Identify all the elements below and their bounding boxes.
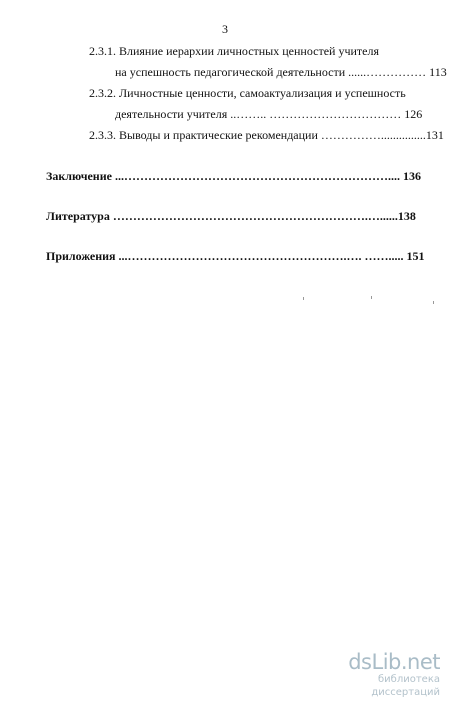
- toc-entry-2-3-2-line1: 2.3.2. Личностные ценности, самоактуализация и успешность: [89, 86, 406, 100]
- toc-entry-2-3-2-line2: деятельности учителя ..…….. …………………………… 126: [115, 107, 423, 121]
- watermark-logo: dsLib.net: [348, 650, 440, 674]
- watermark: [322, 651, 440, 699]
- scan-speck: [303, 297, 304, 300]
- toc-entry-appendices: Приложения ...……………………………………………….…. ……..... 151: [46, 249, 425, 263]
- toc-entry-2-3-1-line1: 2.3.1. Влияние иерархии личностных ценностей учителя: [89, 44, 379, 58]
- watermark-subtitle: библиотека диссертаций: [371, 674, 440, 698]
- scan-speck: [433, 301, 434, 304]
- page-number: 3: [222, 22, 228, 36]
- toc-entry-2-3-1-line2: на успешность педагогической деятельности ......…………… 113: [115, 65, 447, 79]
- toc-entry-literature: Литература ……………………………………………………….…......138: [46, 209, 416, 223]
- toc-entry-conclusion: Заключение ...………………………………………………………….... 136: [46, 169, 421, 183]
- scan-speck: [371, 296, 372, 299]
- toc-entry-2-3-3: 2.3.3. Выводы и практические рекомендации ……………...............131: [89, 128, 444, 142]
